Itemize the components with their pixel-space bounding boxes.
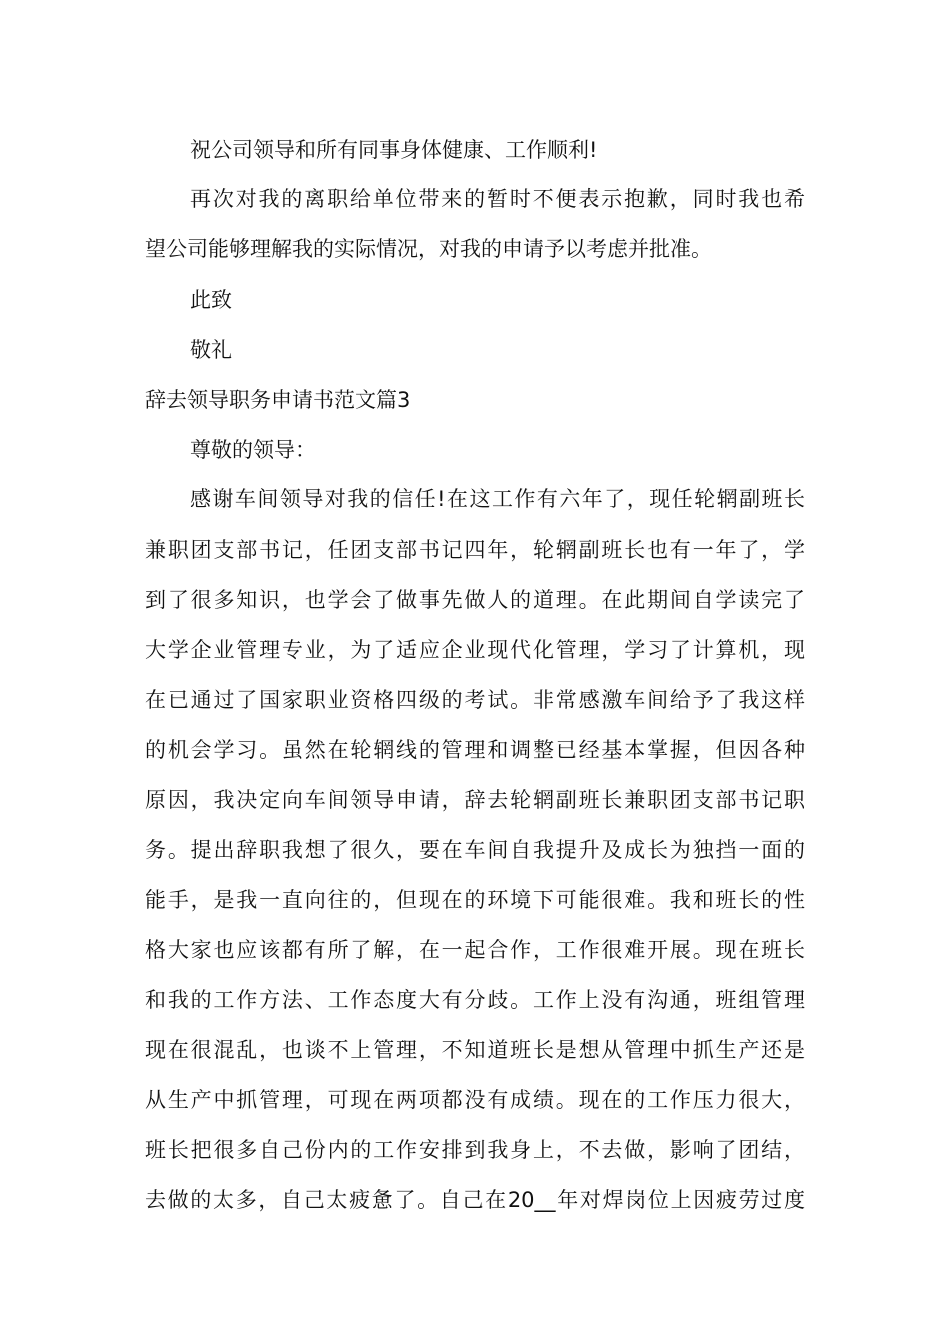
salutation: 尊敬的领导： [190,438,316,462]
paragraph-line: 再次对我的离职给单位带来的暂时不便表示抱歉，同时我也希 [190,187,805,211]
paragraph-line: 和我的工作方法、工作态度大有分歧。工作上没有沟通，班组管理 [145,988,805,1012]
paragraph-line: 到了很多知识，也学会了做事先做人的道理。在此期间自学读完了 [145,588,805,612]
paragraph-line: 从生产中抓管理，可现在两项都没有成绩。现在的工作压力很大， [145,1088,805,1112]
paragraph-line: 在已通过了国家职业资格四级的考试。非常感激车间给予了我这样 [145,688,805,712]
closing-line: 此致 [190,288,232,312]
paragraph-line: 的机会学习。虽然在轮辋线的管理和调整已经基本掌握，但因各种 [145,738,805,762]
paragraph-line: 现在很混乱，也谈不上管理，不知道班长是想从管理中抓生产还是 [145,1038,805,1062]
paragraph-line: 去做的太多，自己太疲惫了。自己在20__年对焊岗位上因疲劳过度 [145,1188,805,1212]
section-heading: 辞去领导职务申请书范文篇3 [145,388,411,412]
paragraph-line: 能手，是我一直向往的，但现在的环境下可能很难。我和班长的性 [145,888,805,912]
paragraph-line: 大学企业管理专业，为了适应企业现代化管理，学习了计算机，现 [145,638,805,662]
paragraph-line: 望公司能够理解我的实际情况，对我的申请予以考虑并批准。 [145,237,712,261]
paragraph-line: 原因，我决定向车间领导申请，辞去轮辋副班长兼职团支部书记职 [145,788,805,812]
paragraph-line: 务。提出辞职我想了很久，要在车间自我提升及成长为独挡一面的 [145,838,805,862]
paragraph-line: 兼职团支部书记，任团支部书记四年，轮辋副班长也有一年了，学 [145,538,805,562]
paragraph-line: 感谢车间领导对我的信任!在这工作有六年了，现任轮辋副班长 [190,487,805,511]
closing-line: 敬礼 [190,338,232,362]
paragraph-line: 格大家也应该都有所了解，在一起合作，工作很难开展。现在班长 [145,938,805,962]
paragraph-line: 祝公司领导和所有同事身体健康、工作顺利! [190,138,598,162]
paragraph-line: 班长把很多自己份内的工作安排到我身上，不去做，影响了团结， [145,1138,805,1162]
